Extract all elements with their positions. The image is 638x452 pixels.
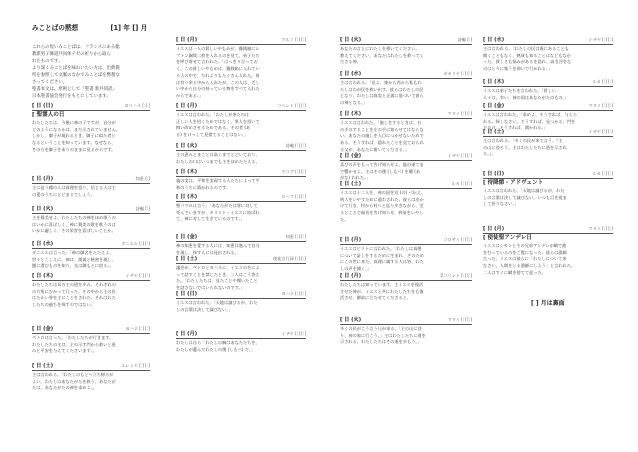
entry-day: [ 日 (火): [176, 143, 198, 149]
entry-day: [ 日 (木): [32, 273, 54, 279]
devotion-entry: [176, 142, 306, 165]
devotion-entry: [340, 110, 472, 154]
entry-header: [176, 142, 306, 151]
devotion-entry: [32, 175, 150, 198]
entry-text: イエスは言われた。「施しをするときは、右 の手のすることを左の手に知らせてはならな い。あなたの施しを人目につかせないためで ある。そうすれば、隠れたことを見ておられ る父が、あなたに報いてくださる。」: [340, 120, 424, 152]
entry-day: [ 日 (月): [176, 37, 198, 43]
entry-reference: ダニエル [:] [:]: [121, 241, 150, 246]
devotion-entry: [176, 36, 306, 100]
entry-reference: マタイ [:] [:]: [588, 103, 613, 108]
entry-day: [ 日 (金): [483, 103, 505, 109]
entry-header: [176, 255, 306, 264]
intro-text: これらの短いみことばは、フランスにある総 教派男子修道共同体テゼの祈りから取ら れたものです。 より深くみことばを味わいたい方は、出典箇 所を参照して文脈のなかでみことばを黙想な さってください。 聖書本文は、原則として『聖書 新共同訳』 日本聖書協会発行をもとにしています。: [32, 45, 120, 99]
entry-text: 多くの民がこう言う日が来る。「主の山に登 り、神の家に行こう。」主はわたしたちに道を 示される。わたしたちはその道を歩もう。」: [340, 326, 426, 345]
feast-title: [ 聖霊人の日: [32, 112, 65, 118]
entry-day: [ 日 (日): [176, 291, 198, 297]
devotion-entry: [176, 255, 306, 292]
entry-text: 議会が、ペトロとヨハネに、イエスの名によ って話すことを禁じたとき、二人はこう答え た。「わたしたちは、見たことや聞いたこと を話さないではいられないのです。」: [176, 265, 260, 291]
entry-text: イエスは言われた。「天地は滅びるが、わた しの言葉は決して滅びない。いつも目を覚ま して祈りなさい。」: [483, 188, 567, 207]
entry-header: [32, 205, 150, 214]
page-title: [32, 22, 147, 32]
entry-header: [483, 225, 613, 234]
devotion-entry: [32, 102, 150, 154]
entry-header: [340, 272, 472, 281]
entry-reference: コロサイ [:] [:]: [443, 237, 472, 242]
devotion-entry: [176, 233, 306, 256]
entry-day: [ 日 (月): [176, 103, 198, 109]
entry-reference: ゼカリヤ [:] [:]: [443, 71, 472, 76]
entry-reference: ヤコブ [:] [:]: [281, 169, 306, 174]
devotion-entry: [483, 128, 613, 158]
devotion-entry: [32, 272, 150, 309]
devotion-entry: [340, 316, 472, 346]
entry-text: 喜びの声をもって告げ知らせよ。地の果てま で響かせよ。主はその僕 (しもべ) を贖 (あ がな) われた。」: [340, 162, 424, 181]
devotion-entry: [340, 180, 472, 224]
entry-text: イエスは一人の貧しいやもめが、賽銭箱にレ プトン銅貨二枚を入れるのを見て、弟子たち を呼び寄せて言われた。「はっきり言ってお く。この貧しいやもめは、賽銭箱に入れてい る人の中で、だれよりもたくさん入れた。皆 は有り余る中から入れたが、この人は、乏し い中から自分の持っている物をすべて入れた からである。」: [176, 46, 260, 98]
feast-title: [ 待降節・アドヴェント: [483, 180, 544, 186]
entry-reference: イザヤ [:] [:]: [588, 37, 613, 42]
entry-header: [340, 316, 472, 325]
entry-reference: エレミヤ [:] [:]: [121, 363, 150, 368]
entry-text: イエスは言われた。「求めよ、そうすれば、与えら れる。探しなさい。そうすれば、見つかる。門を たたけ、そうすれば、開かれる。」: [483, 112, 578, 131]
entry-day: [ 日 (水): [32, 241, 54, 247]
entry-day: [ 日 (土): [176, 256, 198, 262]
entry-reference: イザヤ [:] [:]: [447, 153, 472, 158]
entry-header: [32, 362, 150, 371]
entry-text: イエスはシモンとその兄弟アンデレが網で漁 を打っているのをご覧になった。彼らは漁師 だった。イエスは彼らに「わたしについて来 なさい。人間をとる漁師にしよう」と言われた。 二人はすぐに網を捨てて従った。: [483, 243, 576, 275]
entry-day: [ 日 (水): [483, 37, 505, 43]
devotion-entry: [483, 78, 613, 101]
entry-day: [ 日 (日): [32, 103, 54, 109]
entry-header: [32, 272, 150, 281]
entry-text: 義の実は、平和を実現する人たちによって平 和のうちに蒔かれるのです。: [176, 178, 260, 190]
entry-header: [340, 236, 472, 245]
entry-header: [340, 36, 472, 45]
entry-header: [483, 102, 613, 111]
devotion-entry: [340, 152, 472, 182]
entry-text: イエスはピラトに言われた。「わたしは真理 について証しをするために生まれ、そのため にこの世に来た。真理に属する人は皆、わた しの声を聞く。」: [340, 246, 424, 272]
entry-header: [176, 193, 306, 202]
column-1: [32, 0, 150, 391]
entry-reference: ローマ [:] [:]: [281, 194, 306, 199]
devotion-entry: [32, 240, 150, 270]
entry-day: [ 日 (木): [483, 79, 505, 85]
entry-text: イエスは言われた。「わたしが来たのは 正しい人を招くためではなく、罪人を招いて 悔い改めさせるためである。その者 (あ る) をけっして見捨てることはない。」: [176, 112, 260, 138]
devotion-entry: [176, 193, 306, 223]
entry-reference: イザヤ [:] [:]: [588, 129, 613, 134]
entry-header: [176, 233, 306, 242]
month-label: [1] 年 [] 月: [110, 24, 148, 32]
devotion-entry: [340, 236, 472, 273]
entry-header: [483, 78, 613, 87]
title-text: みことばの黙想: [32, 24, 79, 32]
entry-text: 主は言われる。「わたしのもとへ立ち帰るが よい。わたしはあなたがたを救う。あなたが たは、あなたがたの神を求めよ」。: [32, 372, 116, 391]
entry-text: イエスは言われた。「天地は滅びるが、わた しの言葉は決して滅びない。」: [176, 300, 258, 312]
devotion-entry: [32, 362, 150, 392]
entry-day: [ 日 (火): [32, 206, 54, 212]
entry-day: [ 日 (土): [483, 129, 505, 135]
entry-text: わたしは自ら「わたしの胸はあなたたちを、 わたしが選んだわたしの僕 (しもべ) だ。」: [176, 340, 260, 352]
devotion-entry: [176, 290, 306, 313]
entry-text: 聖パウロは言う。「あなたがたは罪に対して 死んでいますが、キリスト・イエスに結ばれ て、神に対して生きているのです。」: [176, 203, 260, 222]
entry-text: 主は言われる。「見よ、東から西から私もわ たしはわが民を救い出す。彼らはわたしの民 となり、わたしは真実と正義に基づいて彼ら の神となる。」: [340, 80, 424, 106]
entry-day: [ 日 (木): [176, 169, 198, 175]
devotion-entry: [340, 36, 472, 66]
entry-reference: ヨハネ [:] [:]: [281, 291, 306, 296]
entry-reference: 詩編 [:]: [135, 206, 150, 211]
entry-text: ダニエルは言った。「神の御名をたたえよ、 世々とこしえに。神は、奥義と秘密を現し、 闇に潜むものを知り、光は御もとに宿る」。: [32, 250, 116, 269]
entry-reference: マタイ [:] [:]: [447, 111, 472, 116]
entry-header: [176, 330, 306, 339]
entry-header: [176, 290, 306, 299]
devotion-entry: [483, 36, 613, 73]
entry-reference: 詩編 [:]: [457, 37, 472, 42]
entry-day: [ 日 (月): [176, 331, 198, 337]
entry-reference: イザヤ [:] [:]: [281, 331, 306, 336]
entry-day: [ 日 (水): [340, 71, 362, 77]
entry-reference: ルカ [:] [:]: [592, 79, 613, 84]
entry-day: [ 日 (月): [340, 237, 362, 243]
entry-header: [483, 36, 613, 45]
entry-text: 主を賛美せよ、わたしたちの神をほめ歌うの はいかに喜ばしく、神に賛美の歌を歌うのは いかに麗しく、その栄誉を喜ばしいことか。: [32, 215, 116, 234]
devotion-entry: [176, 102, 306, 139]
entry-text: イエスは弟子たちを言われた。「貧しい 人々は、幸い、神の国はあなたがたのもの。」: [483, 88, 569, 100]
entry-reference: ルカ [:] [:]: [592, 171, 613, 176]
entry-text: わたしたちは知っています。主イエスを復活 させた神が、イエスと共にわたしたちをも復 活させ、御前に立たせてくださると。: [340, 282, 424, 301]
devotion-entry: [483, 225, 613, 277]
entry-text: わたしたちは、今後に神の子ですが、自分が どのようになるかは、まだ示されていません。 しかし、御子が現れるとき、御子に似た者と なるということを知っています。なぜなら、 その方を御子をありのままに見るからです。: [32, 120, 121, 152]
entry-header: [340, 70, 472, 79]
entry-header: [32, 325, 150, 334]
entry-header: [32, 175, 150, 184]
entry-day: [ 日 (金): [176, 234, 198, 240]
entry-day: [ 日 (月): [32, 176, 54, 182]
entry-day: [ 日 (月): [340, 273, 362, 279]
devotion-entry: [483, 170, 613, 208]
entry-reference: 知恵 [:]: [135, 176, 150, 181]
entry-header: [483, 170, 613, 179]
entry-header: [176, 102, 306, 111]
entry-text: ペトロは言った。「わたしたちが行きます。 わたしたちの主は、主の示す門から救いと恵 みと平安を与えてくださいます」。: [32, 335, 116, 354]
entry-day: [ 日 (金): [340, 153, 362, 159]
entry-text: 主に従う種の人は真理を悟り、信じる人は主 の愛のうちにとどまるでしょう。: [32, 185, 116, 197]
entry-reference: 2コリント [:] [:]: [440, 273, 472, 278]
entry-header: [176, 36, 306, 45]
devotion-entry: [340, 70, 472, 107]
entry-reference: ヨハネ [:] [:]: [125, 326, 150, 331]
page-header: [32, 0, 150, 30]
entry-day: [ 日 (土): [32, 363, 54, 369]
entry-reference: マルコ [:] [:]: [281, 37, 306, 42]
entry-day: [ 日 (土): [340, 181, 362, 187]
entry-text: 神の知恵を愛する人には、知恵は進んで自分 を現し、探す人には見出される。: [176, 243, 260, 255]
entry-header: [483, 128, 613, 137]
entry-day: [ 日 (金): [32, 326, 54, 332]
entry-header: [32, 240, 150, 249]
back-side-note: [ ] 月は裏面: [531, 300, 565, 307]
entry-reference: イザヤ [:] [:]: [125, 273, 150, 278]
entry-text: 主の恵みとまことは高くまでとどいており、 わたしの口はいつまでも主をほめたたえる。: [176, 152, 260, 164]
entry-header: [32, 102, 150, 111]
entry-day: [ 日 (火): [340, 37, 362, 43]
entry-header: [340, 152, 472, 161]
entry-header: [340, 180, 472, 189]
entry-day: [ 日 (日): [483, 171, 505, 177]
devotion-entry: [176, 330, 306, 353]
entry-text: 主は言われる。「わたしの民は既にあることも 聞くこともなく、熟成も知ることはなどもなか った。貧しさも悩みがあるを恐れ、高き谷をな のはとりに集うを仰いで行かれる。」: [483, 46, 572, 72]
feast-title: [ 使徒聖アンデレ日: [483, 235, 532, 241]
entry-day: [ 日 (火): [340, 317, 362, 323]
entry-text: 主は言われる。「多くの民が来て言う。『主 の山に登ろう。主はわたしたちに道を示され る。』」: [483, 138, 567, 157]
entry-day: [ 日 (木): [340, 111, 362, 117]
entry-reference: マタイ [:] [:]: [447, 317, 472, 322]
devotion-entry: [340, 272, 472, 302]
devotion-entry: [32, 325, 150, 355]
entry-header: [340, 110, 472, 119]
entry-text: イエスは十二人を、神の国を宣 (の) べ伝え、 病人をいやすために遣わされた。彼らは出か けて行き、村から村へと巡り歩きながら、至 るところで福音を告げ知らせ、病気をいやし た。: [340, 190, 426, 222]
entry-reference: ルカ [:] [:]: [451, 181, 472, 186]
entry-reference: マタイ [:] [:]: [588, 226, 613, 231]
devotion-entry: [32, 205, 150, 235]
entry-text: わたしたちは耳の主の道を歩み、それぞれの の方角にむかって行った。その中から主の民 はたかい罪を主にことをされた。それはわた したちの過ちを探すのではない。: [32, 282, 117, 308]
entry-day: [ 日 (月): [483, 226, 505, 232]
entry-header: [176, 168, 306, 177]
entry-reference: 使徒言行録 [:] [:]: [273, 256, 306, 261]
entry-reference: コヘレト [:] [:]: [277, 103, 306, 108]
entry-reference: 詩編 [:] [:]: [285, 143, 306, 148]
devotion-entry: [176, 168, 306, 191]
entry-day: [ 日 (木): [176, 194, 198, 200]
entry-reference: ヨコハネ [:] ]: [124, 103, 150, 108]
entry-text: あなたの言とにわたしを導いてください。 教えてください、あなたはわたしを救ってく ださる神。: [340, 46, 424, 65]
entry-reference: 知恵 [:] [:]: [285, 234, 306, 239]
